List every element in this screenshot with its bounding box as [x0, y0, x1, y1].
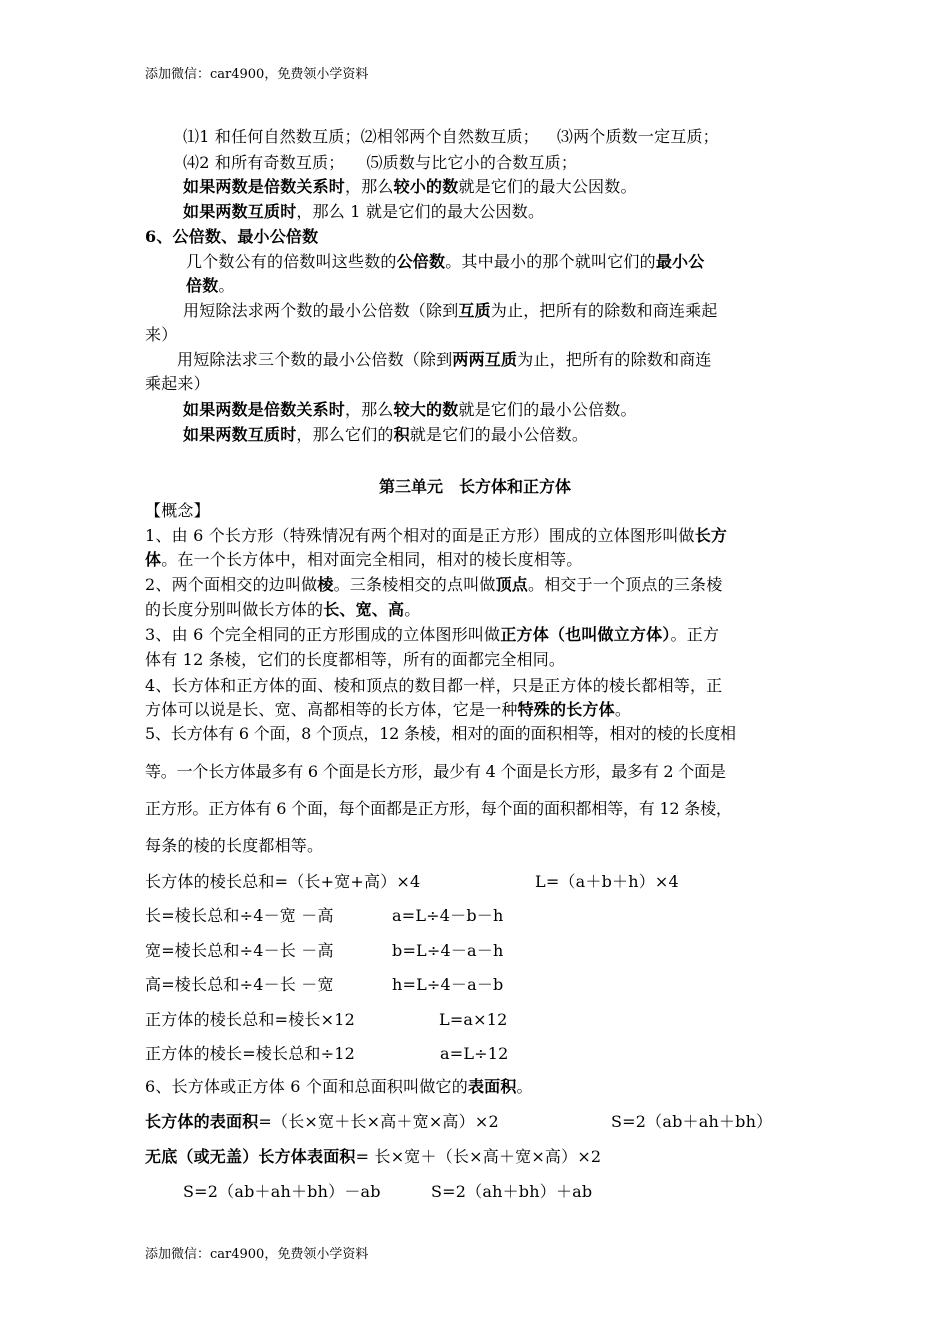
text-line: 的长度分别叫做长方体的长、宽、高。	[145, 600, 421, 619]
formula-line: 无底（或无盖）长方体表面积= 长×宽＋（长×高＋宽×高）×2	[145, 1147, 602, 1166]
page-footer: 添加微信：car4900，免费领小学资料	[145, 1247, 369, 1262]
text-line: ⑴1 和任何自然数互质；⑵相邻两个自然数互质； ⑶两个质数一定互质；	[183, 127, 719, 146]
formula-line: 正方体的棱长总和=棱长×12	[145, 1010, 355, 1029]
text-line: 乘起来）	[145, 374, 210, 393]
text-line: 正方形。正方体有 6 个面，每个面都是正方形，每个面的面积都相等，有 12 条棱，	[145, 799, 732, 818]
unit-title: 第三单元 长方体和正方体	[378, 477, 571, 496]
formula-line: 长方体的棱长总和=（长+宽+高）×4	[145, 872, 421, 891]
text-line: 体有 12 条棱，它们的长度都相等，所有的面都完全相同。	[145, 650, 566, 669]
formula-symbolic: a=L÷4－b－h	[392, 906, 504, 925]
formula-symbolic: L=（a＋b＋h）×4	[535, 872, 679, 891]
formula-symbolic: b=L÷4－a－h	[392, 941, 504, 960]
formula-symbolic: S=2（ab＋ah＋bh）－ab	[183, 1182, 381, 1201]
formula-line: 高=棱长总和÷4－长 －宽	[145, 975, 334, 994]
formula-line: 长=棱长总和÷4－宽 －高	[145, 906, 334, 925]
text-line: 方体可以说是长、宽、高都相等的长方体，它是一种特殊的长方体。	[145, 700, 632, 719]
text-line: 6、长方体或正方体 6 个面和总面积叫做它的表面积。	[145, 1077, 533, 1096]
text-line: 如果两数互质时，那么它们的积就是它们的最小公倍数。	[183, 425, 589, 444]
text-line: 倍数。	[186, 276, 235, 295]
text-line: 2、两个面相交的边叫做棱。三条棱相交的点叫做顶点。相交于一个顶点的三条棱	[145, 575, 723, 594]
text-line: 1、由 6 个长方形（特殊情况有两个相对的面是正方形）围成的立体图形叫做长方	[145, 526, 728, 545]
formula-line: 正方体的棱长=棱长总和÷12	[145, 1044, 355, 1063]
formula-symbolic: a=L÷12	[440, 1044, 509, 1063]
formula-symbolic: S=2（ab＋ah＋bh）	[611, 1112, 773, 1131]
text-line: 用短除法求两个数的最小公倍数（除到互质为止，把所有的除数和商连乘起	[183, 301, 718, 320]
text-line: 如果两数是倍数关系时，那么较小的数就是它们的最大公因数。	[183, 177, 637, 196]
page-header: 添加微信：car4900，免费领小学资料	[145, 67, 369, 82]
formula-line: 长方体的表面积=（长×宽＋长×高＋宽×高）×2	[145, 1112, 499, 1131]
formula-line: 宽=棱长总和÷4－长 －高	[145, 941, 334, 960]
formula-symbolic: L=a×12	[439, 1010, 508, 1029]
text-line: ⑷2 和所有奇数互质； ⑸质数与比它小的合数互质；	[183, 153, 578, 172]
text-line: 4、长方体和正方体的面、棱和顶点的数目都一样，只是正方体的棱长都相等，正	[145, 676, 723, 695]
concept-label: 【概念】	[145, 501, 210, 520]
formula-symbolic: h=L÷4－a－b	[392, 975, 504, 994]
text-line: 来）	[145, 325, 178, 344]
text-line: 如果两数是倍数关系时，那么较大的数就是它们的最小公倍数。	[183, 400, 637, 419]
text-line: 如果两数互质时，那么 1 就是它们的最大公因数。	[183, 202, 545, 221]
section-heading: 6、公倍数、最小公倍数	[145, 227, 319, 246]
text-line: 等。一个长方体最多有 6 个面是长方形，最少有 4 个面是长方形，最多有 2 个面是	[145, 762, 726, 781]
text-line: 用短除法求三个数的最小公倍数（除到两两互质为止，把所有的除数和商连	[177, 350, 712, 369]
text-line: 3、由 6 个完全相同的正方形围成的立体图形叫做正方体（也叫做立方体）。正方	[145, 625, 720, 644]
formula-symbolic: S=2（ah＋bh）＋ab	[431, 1182, 593, 1201]
text-line: 每条的棱的长度都相等。	[145, 836, 324, 855]
text-line: 体。在一个长方体中，相对面完全相同，相对的棱长度相等。	[145, 550, 583, 569]
text-line: 几个数公有的倍数叫这些数的公倍数。其中最小的那个就叫它们的最小公	[186, 252, 705, 271]
text-line: 5、长方体有 6 个面，8 个顶点，12 条棱，相对的面的面积相等，相对的棱的长度相	[145, 724, 736, 743]
